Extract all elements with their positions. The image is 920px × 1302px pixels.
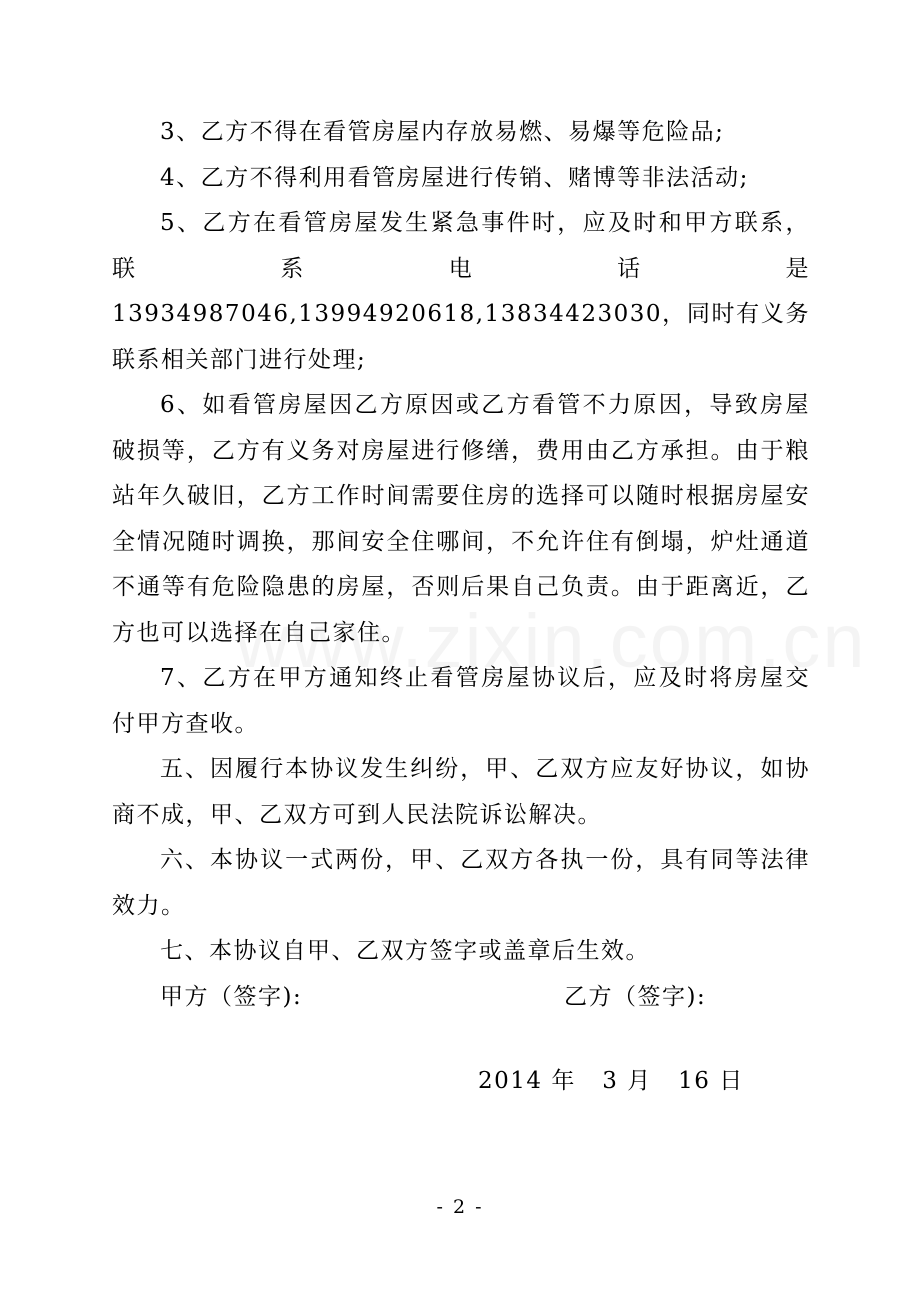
party-a-signature: 甲方（签字): bbox=[160, 983, 303, 1010]
signature-row bbox=[112, 975, 810, 1021]
section-6-copies: 六、本协议一式两份，甲、乙双方各执一份，具有同等法律效力。 bbox=[112, 847, 810, 919]
clause-4: 4、乙方不得利用看管房屋进行传销、赌博等非法活动; bbox=[160, 164, 749, 191]
clause-5: 5、乙方在看管房屋发生紧急事件时，应及时和甲方联系，联系电话是 13934987046,13994920618,13834423030，同时有义务联系相关部门进行处理; bbox=[112, 210, 810, 373]
page-number: - 2 - bbox=[436, 1196, 484, 1218]
party-b-signature: 乙方（签字): bbox=[564, 983, 707, 1010]
clause-3: 3、乙方不得在看管房屋内存放易燃、易爆等危险品; bbox=[160, 119, 725, 145]
clause-7: 7、乙方在甲方通知终止看管房屋协议后，应及时将房屋交付甲方查收。 bbox=[112, 665, 810, 737]
clause-6: 6、如看管房屋因乙方原因或乙方看管不力原因，导致房屋破损等，乙方有义务对房屋进行修缮，费用由乙方承担。由于粮站年久破旧，乙方工作时间需要住房的选择可以随时根据房屋安全情况随时调换，那间安全住哪间，不允许住有倒塌，炉灶通道不通等有危险隐患的房屋，否则后果自己负责。由于距离近，乙方也可以选择在自己家住。 bbox=[112, 392, 810, 646]
section-7-effective: 七、本协议自甲、乙双方签字或盖章后生效。 bbox=[160, 938, 650, 964]
document-body bbox=[112, 110, 810, 1021]
agreement-date: 2014 年 3 月 16 日 bbox=[478, 1068, 744, 1094]
section-5-dispute: 五、因履行本协议发生纠纷，甲、乙双方应友好协议，如协商不成，甲、乙双方可到人民法院诉讼解决。 bbox=[112, 756, 810, 828]
